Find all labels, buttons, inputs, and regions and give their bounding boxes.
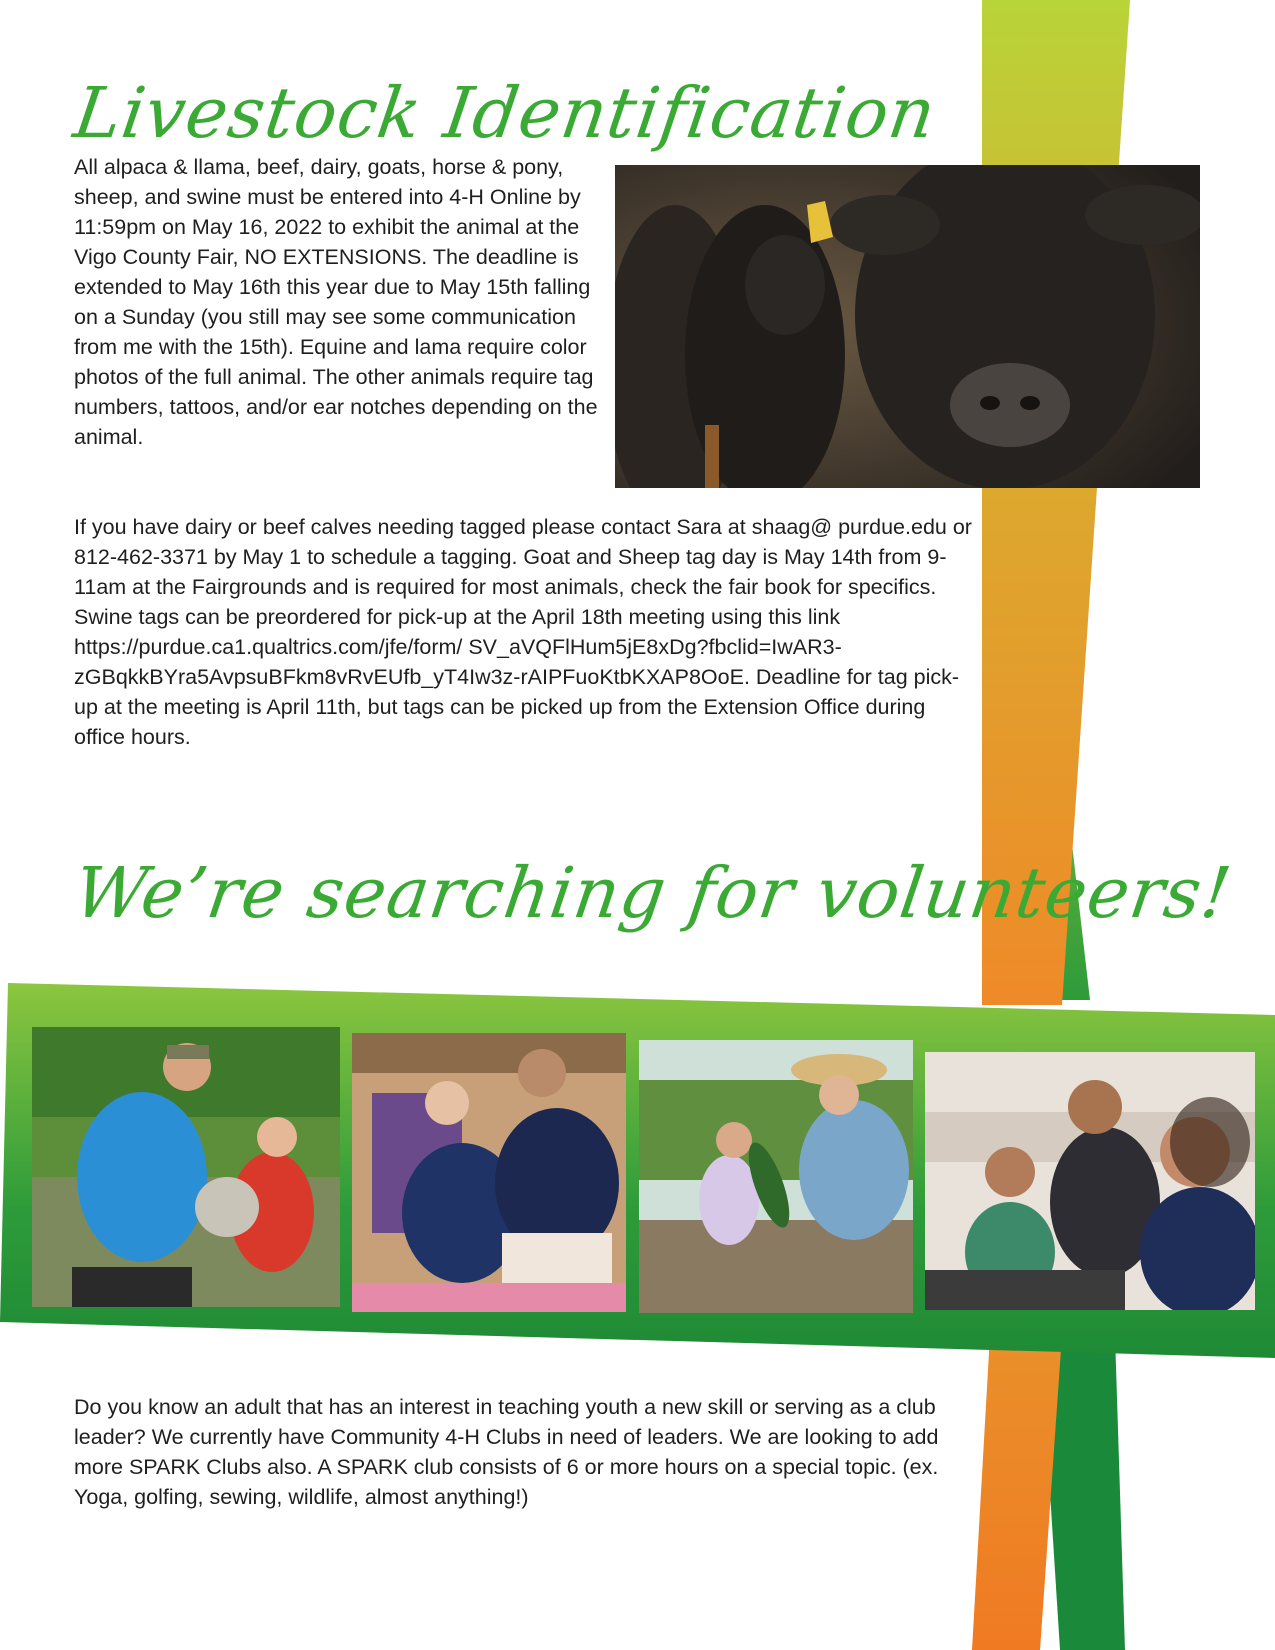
computer-lab-photo <box>925 1052 1255 1310</box>
livestock-title: Livestock Identification <box>69 72 942 154</box>
livestock-paragraph-1: All alpaca & llama, beef, dairy, goats, horse & pony, sheep, and swine must be entered into 4-H Online by 11:59pm on May 16, 2022 to exhibit the animal at the Vigo County Fair, NO EXTENSIONS. The deadline is extended to May 16th this year due to May 15th falling on a Sunday (you still may see some communication from me with the 15th). Equine and lama require color photos of the full animal. The other animals require tag numbers, tattoos, and/or ear notches depending on the animal. <box>74 155 598 449</box>
cattle-photo <box>615 165 1200 488</box>
volunteers-title: We’re searching for volunteers! <box>69 852 1237 934</box>
volunteers-paragraph: Do you know an adult that has an interest in teaching youth a new skill or serving as a club leader? We currently have Community 4-H Clubs in need of leaders. We are looking to add more SPARK Clubs also. A SPARK club consists of 6 or more hours on a special topic. (ex. Yoga, golfing, sewing, wildlife, almost anything!) <box>74 1395 939 1509</box>
classroom-activity-photo <box>352 1033 626 1312</box>
livestock-paragraph-2: If you have dairy or beef calves needing tagged please contact Sara at shaag@ purdue.edu or 812-462-3371 by May 1 to schedule a tagging. Goat and Sheep tag day is May 14th from 9-11am at the Fairgrounds and is required for most animals, check the fair book for specifics. Swine tags can be preordered for pick-up at the April 18th meeting using this link https://purdue.ca1.qualtrics.com/jfe/form/ SV_aVQFlHum5jE8xDg?fbclid=IwAR3-zGBqkkBYra5AvpsuBFkm8vRvEUfb_yT4Iw3z-rAIPFuoKtbKXAP8OoE. Deadline for tag pick-up at the meeting is April 11th, but tags can be picked up from the Extension Office during office hours. <box>74 515 972 749</box>
creek-exploration-photo <box>32 1027 340 1307</box>
ribbon-orange <box>972 1335 1062 1650</box>
garden-harvest-photo <box>639 1040 913 1313</box>
